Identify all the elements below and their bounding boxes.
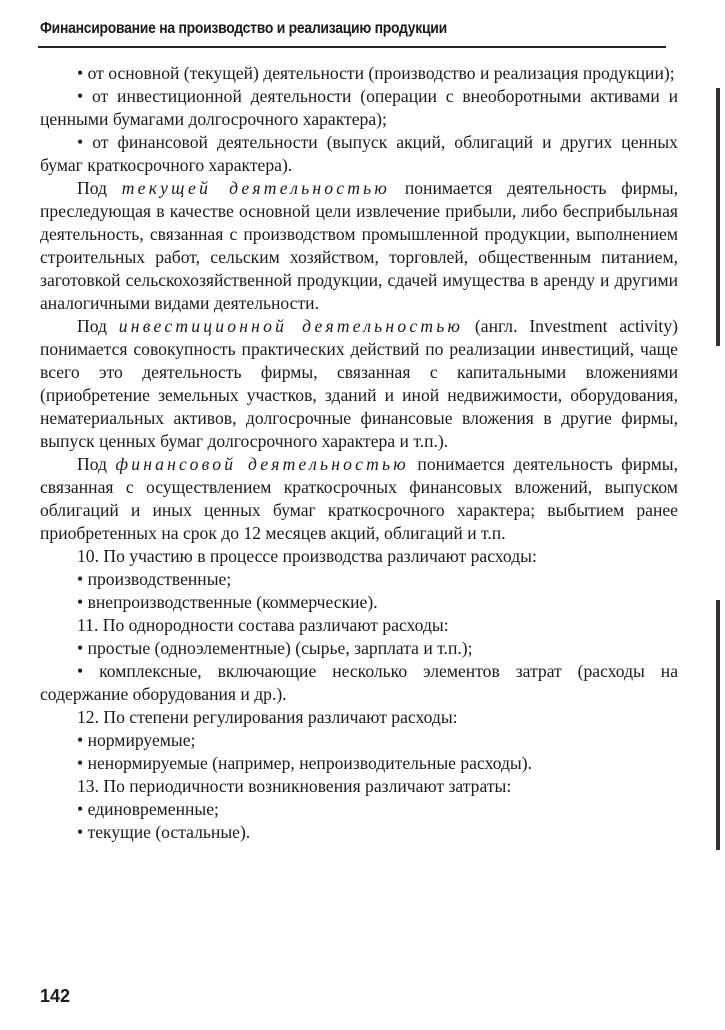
definition-text: понимается деятельность фирмы, преследующая в качестве основной цели извлечение прибыли, либо бесприбыльная деятельность, связанная с производством промышленной продукции, выполнением строительных работ, сельским хозяйством, торговлей, общественным питанием, заготовкой сельскохозяйственной продукции, сдачей имущества в аренду и другими аналогичными видами деятельности.	[40, 178, 678, 313]
list-item: • единовременные;	[40, 798, 678, 821]
classification-heading: 10. По участию в процессе производства различают расходы:	[77, 546, 537, 566]
page-number: 142	[40, 986, 71, 1006]
list-item: • текущие (остальные).	[40, 821, 678, 844]
bullet-paragraph: • от основной (текущей) деятельности (производство и реализация продукции);	[40, 62, 678, 85]
margin-bar	[716, 600, 720, 850]
classification-heading: 13. По периодичности возникновения различают затраты:	[77, 776, 512, 796]
margin-bar	[716, 88, 720, 346]
definition-pre: Под	[77, 178, 122, 198]
body-text	[40, 62, 678, 844]
running-header: Финансирование на производство и реализацию продукции	[40, 20, 447, 37]
header-rule	[38, 46, 666, 48]
definition-investment	[40, 315, 678, 453]
list-item: • внепроизводственные (коммерческие).	[40, 591, 678, 614]
definition-pre: Под	[77, 454, 116, 474]
term-current: текущей деятельностью	[121, 178, 390, 198]
list-item: • простые (одноэлементные) (сырье, зарплата и т.п.);	[40, 637, 678, 660]
definition-financial	[40, 453, 678, 545]
bullet-paragraph: • от инвестиционной деятельности (операции с внеоборотными активами и ценными бумагами долгосрочного характера);	[40, 85, 678, 131]
definition-text: понимается деятельность фирмы, связанная с осуществлением краткосрочных финансовых вложений, выпуском облигаций и иных ценных бумаг краткосрочного характера; выбытием ранее приобретенных на срок до 12 месяцев акций, облигаций и т.п.	[40, 454, 678, 543]
list-item: • производственные;	[40, 568, 678, 591]
definition-text: (англ. Investment activity) понимается совокупность практических действий по реализации инвестиций, чаще всего это деятельность фирмы, связанная с капитальными вложениями (приобретение земельных участков, зданий и иной недвижимости, оборудования, нематериальных активов, долгосрочные финансовые вложения в другие фирмы, выпуск ценных бумаг долгосрочного характера и т.п.).	[40, 316, 678, 451]
term-investment: инвестиционной деятельностью	[118, 316, 464, 336]
definition-pre: Под	[77, 316, 119, 336]
classification-heading: 12. По степени регулирования различают расходы:	[77, 707, 458, 727]
bullet-paragraph: • от финансовой деятельности (выпуск акций, облигаций и других ценных бумаг краткосрочного характера).	[40, 131, 678, 177]
list-item: • ненормируемые (например, непроизводительные расходы).	[40, 752, 678, 775]
definition-current	[40, 177, 678, 315]
classification-heading: 11. По однородности состава различают расходы:	[77, 615, 449, 635]
list-item: • нормируемые;	[40, 729, 678, 752]
list-item: • комплексные, включающие несколько элементов затрат (расходы на содержание оборудования и др.).	[40, 660, 678, 706]
term-financial: финансовой деятельностью	[115, 454, 409, 474]
